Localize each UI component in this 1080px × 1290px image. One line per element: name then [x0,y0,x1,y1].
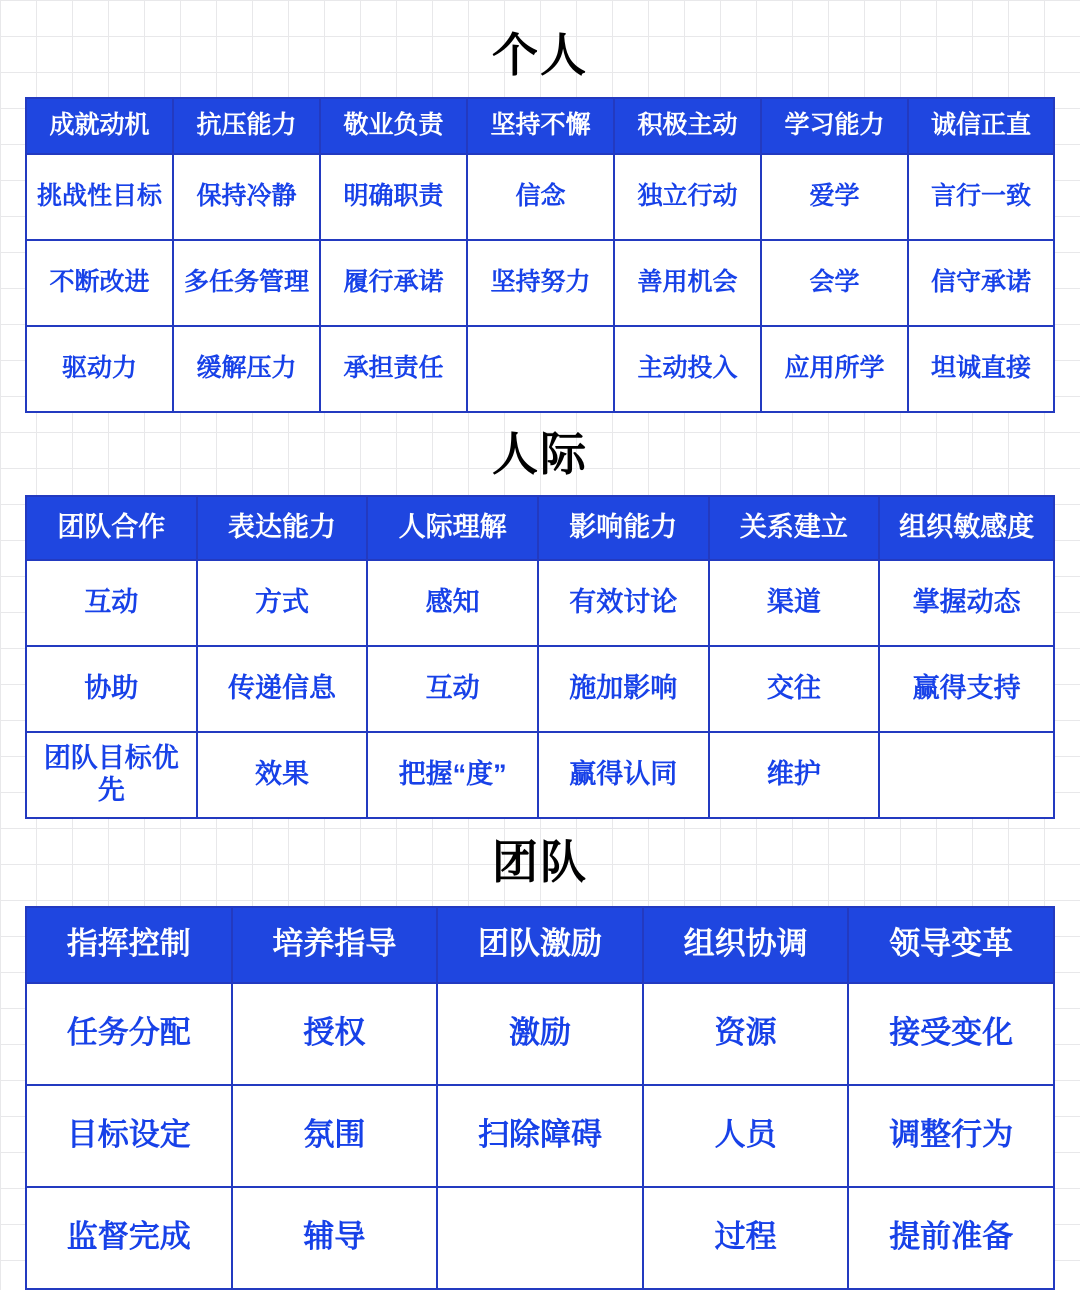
competency-table-team [25,906,1055,1290]
table-cell: 团队目标优先 [26,732,197,818]
table-header-row [26,496,1054,560]
table-row [26,1187,1054,1289]
table-cell: 互动 [26,560,197,646]
section-title-personal: 个人 [492,29,588,81]
table-cell: 激励 [437,983,643,1085]
table-cell: 过程 [643,1187,849,1289]
table-cell: 坚持努力 [467,240,614,326]
table-row [26,1085,1054,1187]
table-cell: 监督完成 [26,1187,232,1289]
table-cell: 坦诚直接 [908,326,1054,412]
table-cell: 会学 [761,240,908,326]
table-cell: 履行承诺 [320,240,467,326]
column-header: 积极主动 [614,98,761,154]
table-cell: 感知 [367,560,538,646]
table-cell: 协助 [26,646,197,732]
table-cell: 把握“度” [367,732,538,818]
table-cell: 信守承诺 [908,240,1054,326]
competency-table-interpersonal [25,495,1055,819]
table-cell: 任务分配 [26,983,232,1085]
column-header: 组织敏感度 [879,496,1054,560]
table-cell: 多任务管理 [173,240,320,326]
table-header-row [26,907,1054,983]
column-header: 人际理解 [367,496,538,560]
table-cell: 资源 [643,983,849,1085]
column-header: 影响能力 [538,496,709,560]
section-interpersonal [0,413,1080,820]
table-cell: 有效讨论 [538,560,709,646]
column-header: 团队合作 [26,496,197,560]
table-cell: 交往 [709,646,880,732]
column-header: 成就动机 [26,98,173,154]
table-cell-empty [879,732,1054,818]
table-row [26,154,1054,240]
table-cell: 赢得支持 [879,646,1054,732]
table-cell: 明确职责 [320,154,467,240]
competency-table-personal [25,97,1055,413]
table-cell: 信念 [467,154,614,240]
column-header: 团队激励 [437,907,643,983]
table-row [26,560,1054,646]
table-cell: 不断改进 [26,240,173,326]
column-header: 敬业负责 [320,98,467,154]
table-cell: 接受变化 [848,983,1054,1085]
table-row [26,326,1054,412]
section-title-team: 团队 [492,836,588,889]
table-cell: 传递信息 [197,646,368,732]
column-header: 培养指导 [232,907,438,983]
table-cell: 目标设定 [26,1085,232,1187]
table-cell: 授权 [232,983,438,1085]
table-cell: 维护 [709,732,880,818]
section-team [0,819,1080,1290]
table-cell: 渠道 [709,560,880,646]
table-cell: 驱动力 [26,326,173,412]
table-cell: 独立行动 [614,154,761,240]
column-header: 抗压能力 [173,98,320,154]
column-header: 关系建立 [709,496,880,560]
section-personal [0,0,1080,413]
table-cell: 效果 [197,732,368,818]
column-header: 领导变革 [848,907,1054,983]
table-row [26,240,1054,326]
table-cell: 人员 [643,1085,849,1187]
table-cell-empty [467,326,614,412]
table-cell: 主动投入 [614,326,761,412]
table-cell: 应用所学 [761,326,908,412]
table-row [26,732,1054,818]
table-row [26,983,1054,1085]
table-cell: 挑战性目标 [26,154,173,240]
section-title-interpersonal: 人际 [492,427,588,480]
table-row [26,646,1054,732]
table-cell: 爱学 [761,154,908,240]
table-cell: 保持冷静 [173,154,320,240]
column-header: 指挥控制 [26,907,232,983]
table-cell: 缓解压力 [173,326,320,412]
table-cell: 方式 [197,560,368,646]
table-cell: 扫除障碍 [437,1085,643,1187]
table-cell: 施加影响 [538,646,709,732]
column-header: 坚持不懈 [467,98,614,154]
table-cell: 调整行为 [848,1085,1054,1187]
table-cell: 互动 [367,646,538,732]
column-header: 学习能力 [761,98,908,154]
table-cell: 赢得认同 [538,732,709,818]
column-header: 组织协调 [643,907,849,983]
table-cell: 言行一致 [908,154,1054,240]
table-cell: 善用机会 [614,240,761,326]
table-cell: 辅导 [232,1187,438,1289]
table-cell-empty [437,1187,643,1289]
column-header: 表达能力 [197,496,368,560]
table-cell: 掌握动态 [879,560,1054,646]
table-cell: 承担责任 [320,326,467,412]
table-cell: 提前准备 [848,1187,1054,1289]
table-header-row [26,98,1054,154]
table-cell: 氛围 [232,1085,438,1187]
column-header: 诚信正直 [908,98,1054,154]
